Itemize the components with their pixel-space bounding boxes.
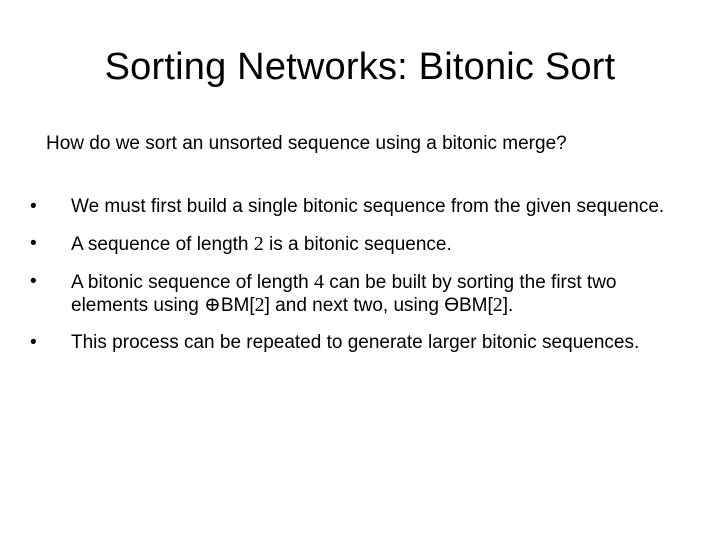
- bullet-item-length-two: [30, 233, 690, 256]
- bullet-item-build-sequence: [30, 196, 690, 218]
- bullet-marker: •: [30, 196, 37, 217]
- bracket-close: ]: [264, 295, 270, 316]
- slide-subtitle: How do we sort an unsorted sequence using a bitonic merge?: [46, 133, 567, 154]
- bitonic-merge-label: BM[: [220, 295, 255, 316]
- math-number: 2: [254, 294, 265, 316]
- math-number: 2: [253, 233, 264, 255]
- bullet-text: This process can be repeated to generate larger bitonic sequences.: [71, 332, 640, 353]
- bracket-close: ].: [502, 295, 514, 316]
- bullet-text-middle: and next two, using: [269, 295, 445, 316]
- slide-title: Sorting Networks: Bitonic Sort: [104, 46, 616, 88]
- bullet-marker: •: [30, 332, 37, 353]
- bullet-marker: •: [30, 233, 37, 254]
- bullet-item-repeat-process: [30, 332, 690, 354]
- bullet-marker: •: [30, 271, 37, 292]
- math-number: 4: [313, 271, 324, 293]
- ominus-symbol: ϴ: [444, 295, 459, 316]
- bullet-text-suffix: is a bitonic sequence.: [263, 234, 452, 255]
- bullet-list: [30, 196, 690, 369]
- bullet-text-middle: can be built by sorting the first two elements using: [71, 272, 617, 316]
- bitonic-merge-label: BM[: [458, 295, 493, 316]
- bullet-text: We must first build a single bitonic sequence from the given sequence.: [71, 196, 665, 217]
- math-number: 2: [492, 294, 503, 316]
- bullet-text-prefix: A bitonic sequence of length: [71, 272, 314, 293]
- bullet-item-length-four: [30, 271, 690, 317]
- oplus-symbol: ⊕: [204, 294, 221, 316]
- bullet-text-prefix: A sequence of length: [71, 234, 254, 255]
